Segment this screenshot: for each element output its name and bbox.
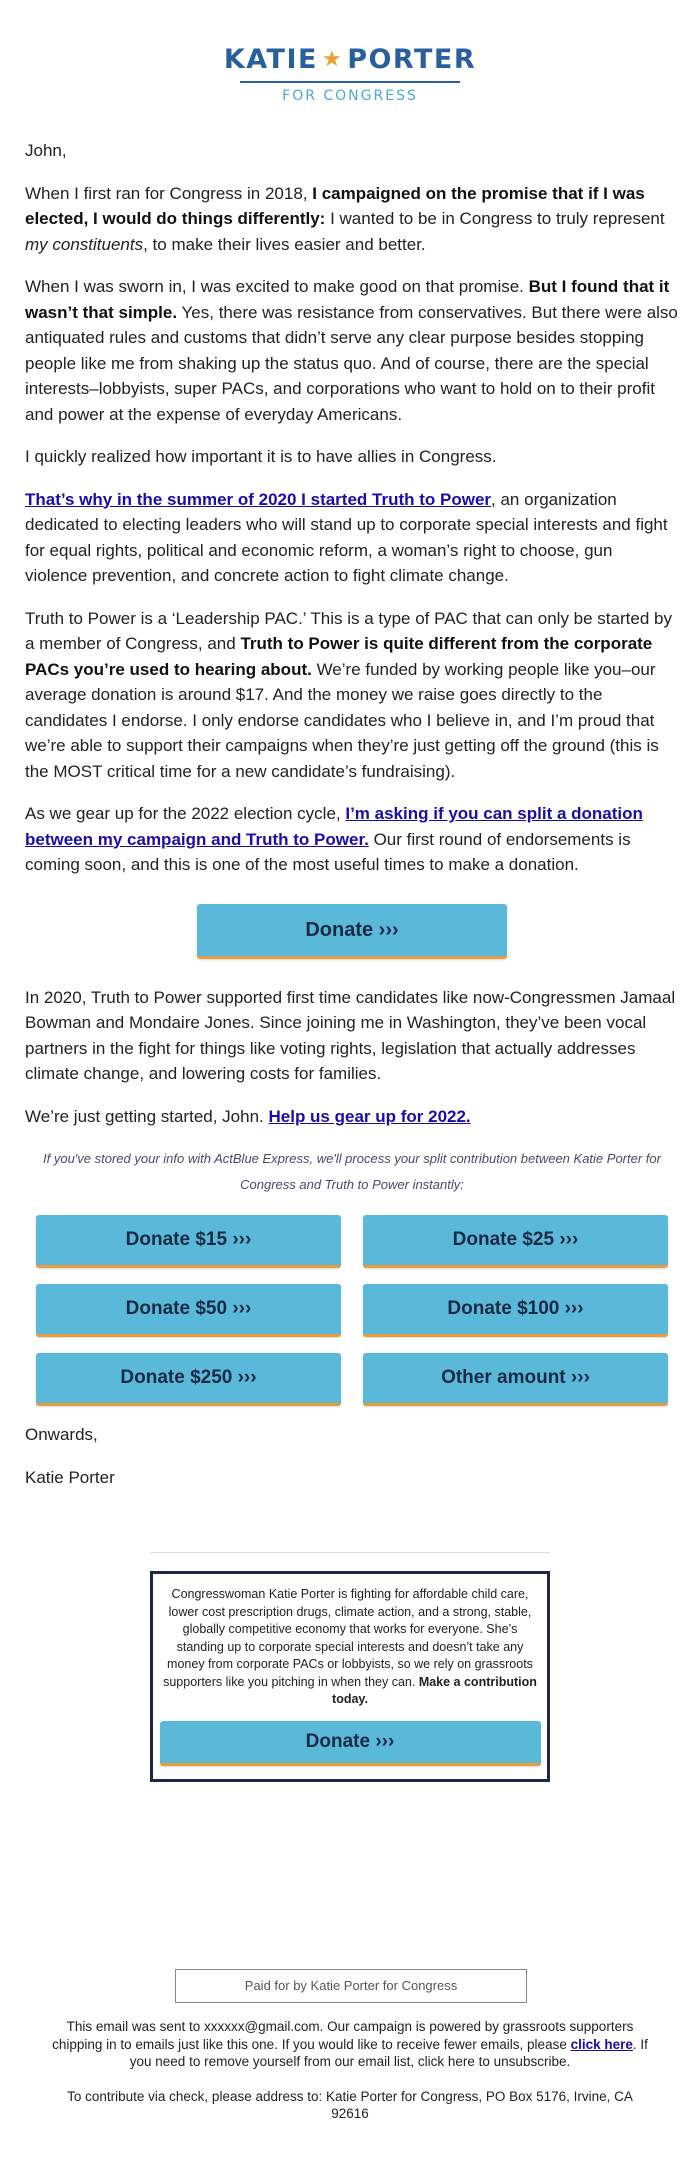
donate-50-button[interactable]: Donate $50 ›››	[36, 1284, 341, 1337]
logo-subtitle: FOR CONGRESS	[282, 88, 418, 104]
paragraph-3: I quickly realized how important it is to have allies in Congress.	[25, 447, 497, 466]
truth-to-power-link[interactable]: That’s why in the summer of 2020 I started Truth to Power	[25, 489, 492, 509]
email-footer	[48, 2018, 652, 2140]
logo-first-name: KATIE	[223, 44, 318, 75]
paragraph-1: When I first ran for Congress in 2018, I campaigned on the promise that if I was elected, I would do things differently: I wanted to be in Congress to truly represent my constituents, to make their lives easier and better.	[25, 183, 665, 254]
about-katie-box	[150, 1571, 550, 1782]
donate-250-button[interactable]: Donate $250 ›››	[36, 1353, 341, 1406]
section-divider	[150, 1552, 550, 1553]
email-body	[25, 138, 679, 1507]
closing: Onwards,	[25, 1425, 98, 1444]
about-katie-text: Congresswoman Katie Porter is fighting for affordable child care, lower cost prescription drugs, climate action, and a strong, stable, globally competitive economy that works for everyone. She’s standing up to corporate special interests and doesn’t take any money from corporate PACs or lobbyists, so we rely on grassroots supporters like you pitching in when they can. Make a contribution today.	[163, 1587, 537, 1706]
greeting: John,	[25, 141, 67, 160]
paragraph-2: When I was sworn in, I was excited to make good on that promise. But I found that it wasn’t that simple. Yes, there was resistance from conservatives. But there were also antiquated rules and customs that didn’t serve any clear purpose besides stopping people like me from shaking up the status quo. And of course, there are the special interests–lobbyists, super PACs, and corporations who want to hold on to their profit and power at the expense of everyday Americans.	[25, 277, 678, 424]
paragraph-4: That’s why in the summer of 2020 I started Truth to Power, an organization dedicated to electing leaders who will stand up to corporate special interests and fight for equal rights, political and economic reform, a woman’s right to choose, gun violence prevention, and concrete action to fight climate change.	[25, 489, 668, 585]
donate-15-button[interactable]: Donate $15 ›››	[36, 1215, 341, 1268]
donate-25-button[interactable]: Donate $25 ›››	[363, 1215, 668, 1268]
logo-wordmark	[0, 44, 700, 78]
campaign-logo	[0, 44, 700, 105]
donate-100-button[interactable]: Donate $100 ›››	[363, 1284, 668, 1337]
signature: Katie Porter	[25, 1467, 115, 1487]
logo-last-name: PORTER	[347, 44, 477, 75]
paragraph-5: Truth to Power is a ‘Leadership PAC.’ This is a type of PAC that can only be started by a member of Congress, and Truth to Power is quite different from the corporate PACs you’re used to hearing about. We’re funded by working people like you–our average donation is around $17. And the money we raise goes directly to the candidates I endorse. I only endorse candidates who I believe in, and I’m proud that we’re able to support their campaigns when they’re just getting off the ground (this is the MOST critical time for a new candidate’s fundraising).	[25, 608, 672, 781]
gear-up-link[interactable]: Help us gear up for 2022.	[268, 1106, 471, 1126]
box-donate-button[interactable]: Donate ›››	[160, 1721, 541, 1766]
fewer-emails-link[interactable]: click here	[570, 2036, 633, 2052]
paragraph-7: In 2020, Truth to Power supported first time candidates like now-Congressmen Jamaal Bowman and Mondaire Jones. Since joining me in Washington, they’ve been vocal partners in the fight for things like voting rights, legislation that actually addresses climate change, and lowering costs for families.	[25, 987, 676, 1083]
paragraph-6: As we gear up for the 2022 election cycle, I’m asking if you can split a donation between my campaign and Truth to Power. Our first round of endorsements is coming soon, and this is one of the most useful times to make a donation.	[25, 804, 643, 874]
paragraph-8: We’re just getting started, John. Help us gear up for 2022.	[25, 1106, 471, 1126]
check-address: To contribute via check, please address to: Katie Porter for Congress, PO Box 5176, Irvine, CA 92616	[67, 2088, 633, 2121]
split-donation-link[interactable]: I’m asking if you can split a donation between my campaign and Truth to Power.	[25, 804, 643, 849]
logo-divider	[240, 81, 460, 83]
actblue-express-note: If you've stored your info with ActBlue Express, we'll process your split contribution between Katie Porter for Congress and Truth to Power instantly:	[43, 1151, 661, 1192]
donate-button[interactable]: Donate ›››	[197, 904, 507, 959]
paid-for-disclaimer: Paid for by Katie Porter for Congress	[175, 1969, 527, 2003]
contribute-cta: Make a contribution today.	[332, 1674, 537, 1706]
footer-notice: This email was sent to xxxxxx@gmail.com. Our campaign is powered by grassroots supporters chipping in to emails just like this one. If you would like to receive fewer emails, please click here. If you need to remove yourself from our email list, click here to unsubscribe.	[52, 2019, 648, 2069]
star-icon: ★	[321, 47, 344, 72]
donation-amount-grid	[36, 1215, 668, 1422]
donate-other-amount-button[interactable]: Other amount ›››	[363, 1353, 668, 1406]
